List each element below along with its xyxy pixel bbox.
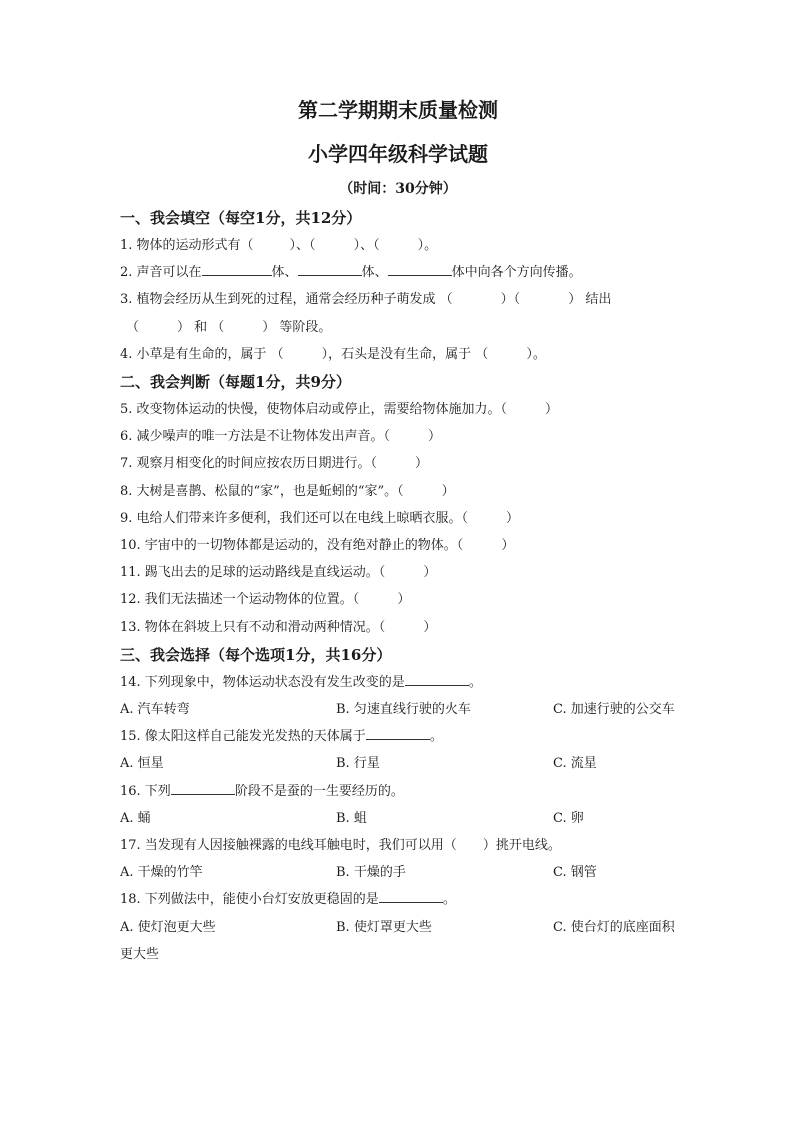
answer-blank xyxy=(405,671,469,686)
option-c: C. 加速行驶的公交车 xyxy=(553,702,675,718)
option-a: A. 恒星 xyxy=(120,756,164,772)
choice-question: 17. 当发现有人因接触裸露的电线耳触电时，我们可以用（ ）挑开电线。 xyxy=(120,838,561,854)
judge-question: 7. 观察月相变化的时间应按农历日期进行。（ ） xyxy=(120,456,429,472)
choice-question: 16. 下列 阶段不是蚕的一生要经历的。 xyxy=(120,778,676,805)
question-2: 2. 声音可以在 体、 体、 体中向各个方向传播。 xyxy=(120,259,676,286)
choice-options xyxy=(120,750,676,777)
section-heading-fill: 一、我会填空（每空1分，共12分） xyxy=(120,209,362,227)
section-heading-judge: 二、我会判断（每题1分，共9分） xyxy=(120,373,351,392)
choice-options xyxy=(120,696,676,723)
choice-options xyxy=(120,914,676,968)
choice-list xyxy=(120,669,676,968)
option-a: A. 蛹 xyxy=(120,810,151,826)
section-heading-choice: 三、我会选择（每个选项1分，共16分） xyxy=(120,645,392,664)
judge-question: 9. 电给人们带来许多便利，我们还可以在电线上晾晒衣服。（ ） xyxy=(120,510,520,526)
option-a: A. 干燥的竹竿 xyxy=(120,865,203,881)
question-1: 1. 物体的运动形式有（ ）、（ ）、（ ）。 xyxy=(120,238,438,253)
option-c: C. 钢管 xyxy=(553,865,597,881)
answer-blank xyxy=(379,888,443,903)
judge-question: 8. 大树是喜鹊、松鼠的“家”，也是蚯蚓的“家”。（ ） xyxy=(120,483,455,499)
judge-question: 13. 物体在斜坡上只有不动和滑动两种情况。（ ） xyxy=(120,619,437,635)
exam-title: 第二学期期末质量检测 xyxy=(298,98,498,122)
judge-question: 12. 我们无法描述一个运动物体的位置。（ ） xyxy=(120,592,411,608)
choice-question: 15. 像太阳这样自己能发光发热的天体属于 。 xyxy=(120,723,676,750)
exam-time: （时间：30分钟） xyxy=(339,181,457,197)
option-c: C. 使台灯的底座面积更大些 xyxy=(120,919,675,962)
judge-list xyxy=(120,396,676,641)
judge-question: 5. 改变物体运动的快慢，使物体启动或停止，需要给物体施加力。（ ） xyxy=(120,402,559,418)
exam-page xyxy=(120,92,676,968)
option-c: C. 流星 xyxy=(553,756,597,772)
answer-blank xyxy=(171,780,235,795)
choice-options xyxy=(120,805,676,832)
judge-question: 11. 踢飞出去的足球的运动路线是直线运动。（ ） xyxy=(120,565,437,581)
option-b: B. 使灯罩更大些 xyxy=(336,919,432,935)
judge-question: 10. 宇宙中的一切物体都是运动的，没有绝对静止的物体。（ ） xyxy=(120,538,515,554)
option-a: A. 汽车转弯 xyxy=(120,702,190,718)
choice-options xyxy=(120,859,676,886)
option-a: A. 使灯泡更大些 xyxy=(120,919,216,935)
option-b: B. 匀速直线行驶的火车 xyxy=(336,702,471,718)
option-b: B. 蛆 xyxy=(336,810,367,826)
judge-question: 6. 减少噪声的唯一方法是不让物体发出声音。（ ） xyxy=(120,429,442,445)
option-b: B. 行星 xyxy=(336,756,380,772)
option-c: C. 卵 xyxy=(553,810,584,826)
answer-blank xyxy=(366,725,430,740)
option-b: B. 干燥的手 xyxy=(336,865,406,881)
exam-subtitle: 小学四年级科学试题 xyxy=(308,142,488,166)
question-4: 4. 小草是有生命的，属于 （ ），石头是没有生命，属于 （ ）。 xyxy=(120,346,546,362)
choice-question: 18. 下列做法中，能使小台灯安放更稳固的是 。 xyxy=(120,886,676,913)
choice-question: 14. 下列现象中，物体运动状态没有发生改变的是 。 xyxy=(120,669,676,696)
question-3-continued: （ ） 和 （ ） 等阶段。 xyxy=(126,319,332,335)
question-3: 3. 植物会经历从生到死的过程，通常会经历种子萌发成 （ ）（ ） 结出 xyxy=(120,292,612,308)
